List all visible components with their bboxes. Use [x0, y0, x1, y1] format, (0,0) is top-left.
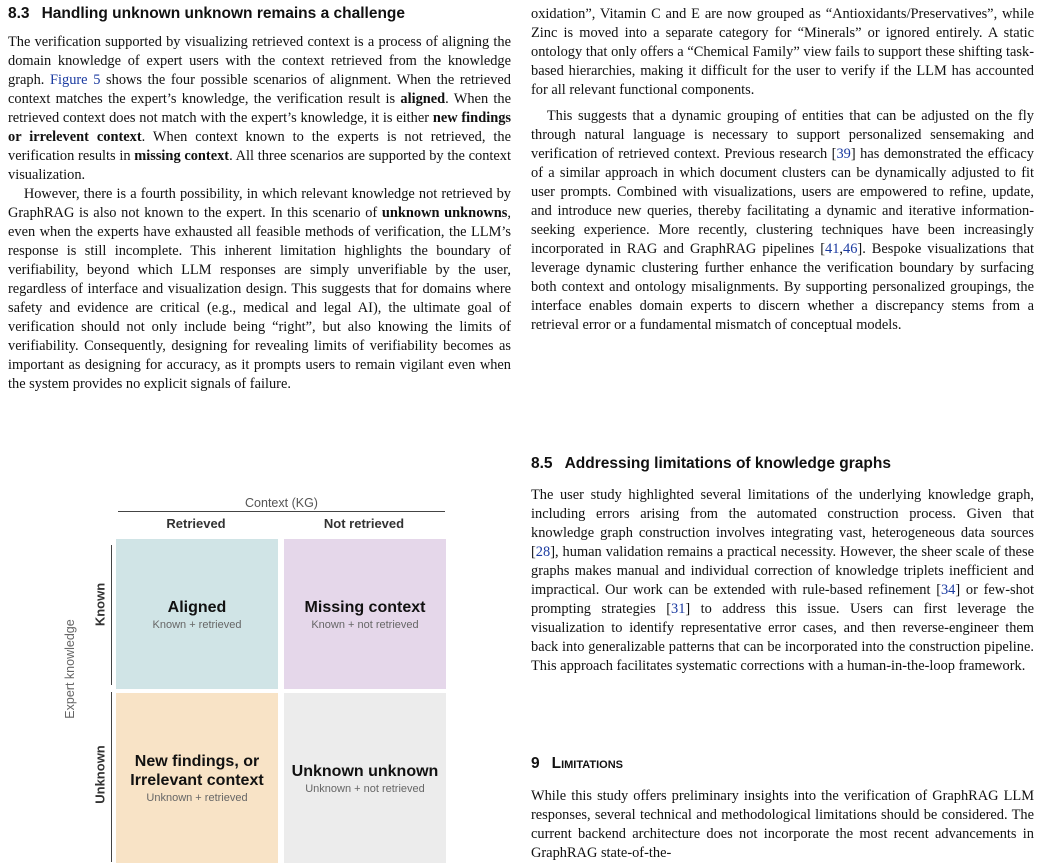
cell-new-findings: New findings, or Irrelevant context Unknown + retrieved — [116, 693, 278, 863]
section-9-heading: 9 Limitations — [531, 755, 624, 772]
citation-46[interactable]: 46 — [843, 241, 858, 257]
paragraph-unknown-unknowns: However, there is a fourth possibility, in which relevant knowledge not retrieved by GraphRAG is also not known to the expert. In this scenario of unknown unknowns, even when the experts have exhausted all feasible methods of verification, the LLM’s response is still incomplete. This inherent limitation highlights the boundary of verifiability, beyond which LLM responses are simply unverifiable by the user, regardless of interface and visualization design. This suggests that for domains where safety and evidence are critical (e.g., medical and legal AI), the ultimate goal of verification should not only include being “right”, but also knowing the limits of verifiability. Consequently, designing for revealing limits of verifiability becomes as important as designing for accuracy, as it prompts users to remain vigilant even when the system provides no explicit signals of failure. — [8, 186, 511, 392]
column-header-retrieved: Retrieved — [166, 516, 226, 531]
citation-28[interactable]: 28 — [535, 544, 551, 560]
citation-34[interactable]: 34 — [940, 582, 956, 598]
unknown-row-divider — [111, 692, 112, 862]
paragraph-kg-limitations: The user study highlighted several limitations of the underlying knowledge graph, including errors arising from the automated construction process. Given that knowledge graph construction involves integrating vast, heterogeneous data sources [28], human validation remains a practical necessity. However, the sheer scale of these graphs makes manual and individual correction of knowledge triplets inefficient and impractical. Our work can be extended with rule-based refinement [34] or few-shot prompting strategies [31] to address this issue. Users can first leverage the visualization to identify representative error cases, and then reverse-engineer them back into generalizable patterns that can be incorporated into the construction pipeline. This approach facilitates systematic corrections with a human-in-the-loop framework. — [531, 487, 1034, 674]
citation-41[interactable]: 41 — [825, 241, 840, 257]
known-row-divider — [111, 545, 112, 685]
context-kg-label: Context (KG) — [245, 496, 318, 510]
paragraph-ontology-continuation: oxidation”, Vitamin C and E are now grouped as “Antioxidants/Preservatives”, while Zinc is moved into a separate category for “Minerals” or ignored entirely. A static ontology that only offers a “Chemical Family” view fails to support these shifting task-based hierarchies, making it difficult for the user to verify if the LLM has accounted for all relevant functional components. — [531, 6, 1034, 98]
citation-39[interactable]: 39 — [836, 146, 851, 162]
alignment-matrix-figure — [60, 492, 450, 868]
paragraph-dynamic-grouping: This suggests that a dynamic grouping of entities that can be adjusted on the fly through natural language is necessary to support personalized sensemaking and verification of retrieved context. Previous research [39] has demonstrated the efficacy of a similar approach in which document clusters can be dynamically adjusted to fit user prompts. Combined with visualizations, users are empowered to refine, update, and introduce new queries, thereby facilitating a dynamic and iterative information-seeking experience. More recently, clustering techniques have been increasingly incorporated in RAG and GraphRAG pipelines [41,46]. Bespoke visualizations that leverage dynamic clustering further enhance the verification boundary by surfacing both context and ontology misalignments. By supporting personalized groupings, the interface enables domain experts to discern whether a discrepancy stems from a retrieval error or a fundamental mismatch of conceptual models. — [531, 108, 1034, 333]
row-label-unknown: Unknown — [92, 745, 108, 804]
paragraph-verification: The verification supported by visualizing retrieved context is a process of aligning the domain knowledge of expert users with the context retrieved from the knowledge graph. Figure 5 shows the four possible scenarios of alignment. When the retrieved context matches the expert’s knowledge, the verification result is aligned. When the retrieved context does not match with the expert’s knowledge, it is either new findings or irrelevent context. When context known to the experts is not retrieved, the verification results in missing context. All three scenarios are supported by the context visualization. — [8, 34, 511, 183]
section-8-3-heading: 8.3 Handling unknown unknown remains a challenge — [8, 5, 405, 22]
expert-knowledge-label: Expert knowledge — [63, 619, 77, 719]
row-label-known: Known — [92, 582, 108, 627]
column-header-not-retrieved: Not retrieved — [323, 516, 405, 531]
section-8-5-heading: 8.5 Addressing limitations of knowledge graphs — [531, 455, 891, 472]
cell-missing-context: Missing context Known + not retrieved — [284, 539, 446, 689]
citation-31[interactable]: 31 — [671, 601, 686, 617]
cell-unknown-unknown: Unknown unknown Unknown + not retrieved — [284, 693, 446, 863]
cell-aligned: Aligned Known + retrieved — [116, 539, 278, 689]
context-divider — [118, 511, 445, 512]
figure-5-link[interactable]: Figure 5 — [50, 72, 101, 88]
paragraph-limitations: While this study offers preliminary insights into the verification of GraphRAG LLM responses, several technical and methodological limitations should be considered. The current backend architecture does not incorporate the most recent advancements in GraphRAG state-of-the- — [531, 788, 1034, 861]
